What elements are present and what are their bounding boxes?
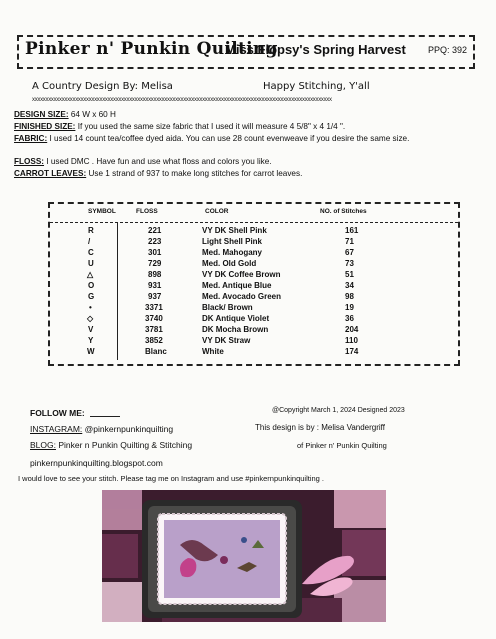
pattern-number: PPQ: 392 xyxy=(428,45,468,55)
blog-name[interactable]: Pinker n Punkin Quilting & Stitching xyxy=(55,440,193,450)
designer-line: A Country Design By: Melisa xyxy=(32,81,173,92)
happy-stitching-line: Happy Stitching, Y'all xyxy=(263,81,370,92)
fabric xyxy=(14,133,484,144)
fabric-value: I used 14 count tea/coffee dyed aida. You can use 28 count evenweave if you desire the same size. xyxy=(49,134,410,143)
blog xyxy=(30,440,192,450)
design-size xyxy=(14,109,484,120)
blog-url[interactable]: pinkernpunkinquilting.blogspot.com xyxy=(30,458,163,468)
blog-label: BLOG: xyxy=(30,440,56,450)
header-floss: FLOSS xyxy=(136,208,158,215)
carrot-label: CARROT LEAVES: xyxy=(14,169,87,178)
finished-size-value: If you used the same size fabric that I used it will measure 4 5/8" x 4 1/4 ". xyxy=(77,122,346,131)
floss-label: FLOSS: xyxy=(14,157,45,166)
of-line: of Pinker n' Punkin Quilting xyxy=(297,441,387,450)
follow-me-heading: FOLLOW ME: xyxy=(30,408,85,418)
header-color: COLOR xyxy=(205,208,229,215)
follow-underline xyxy=(90,416,120,417)
instagram-handle[interactable]: @pinkernpunkinquilting xyxy=(82,424,174,434)
floss-table-rows: R 221 VY DK Shell Pink 161 / 223 Light Shell Pink 71 C 301 Med. Mahogany 67 U 729 Med. Old Gold 73 △ 898 VY DK Coffee Brown 51 O 931 Med. Antique Blue 34 G 937 Med. Avocado Green 98 • 3371 Black/ Brown 19 ◇ 3740 DK Antique Violet 36 V 3781 DK Mocha Brown 204 Y 3852 VY DK Straw 110 W Blanc White 174 xyxy=(87,226,359,356)
table-header-divider xyxy=(50,222,458,223)
brand-name: Pinker n' Punkin Quilting xyxy=(25,39,278,59)
carrot-value: Use 1 strand of 937 to make long stitches for carrot leaves. xyxy=(88,169,303,178)
carrot-leaves xyxy=(14,168,484,179)
stitched-model-photo xyxy=(102,490,386,622)
floss-value: I used DMC . Have fun and use what floss and colors you like. xyxy=(46,157,272,166)
instagram-label: INSTAGRAM: xyxy=(30,424,83,434)
finished-size xyxy=(14,121,484,132)
header-stitches: NO. of Stitches xyxy=(320,208,367,215)
design-size-label: DESIGN SIZE: xyxy=(14,110,69,119)
fabric-label: FABRIC: xyxy=(14,134,48,143)
copyright: @Copyright March 1, 2024 Designed 2023 xyxy=(272,407,405,414)
floss xyxy=(14,156,484,167)
x-divider: xxxxxxxxxxxxxxxxxxxxxxxxxxxxxxxxxxxxxxxxxxxxxxxxxxxxxxxxxxxxxxxxxxxxxxxxxxxxxxxxxxxxxxxxxxxxxxxxxxxxxxxxxxxxxxx xyxy=(32,97,332,103)
pattern-title: Miss Flopsy's Spring Harvest xyxy=(225,42,406,57)
tag-request: I would love to see your stitch. Please tag me on Instagram and use #pinkernpunkinquilting . xyxy=(18,474,325,483)
designed-by: This design is by : Melisa Vandergriff xyxy=(255,423,385,432)
instagram xyxy=(30,424,173,434)
header-symbol: SYMBOL xyxy=(88,208,116,215)
finished-size-label: FINISHED SIZE: xyxy=(14,122,76,131)
design-size-value: 64 W x 60 H xyxy=(70,110,116,119)
